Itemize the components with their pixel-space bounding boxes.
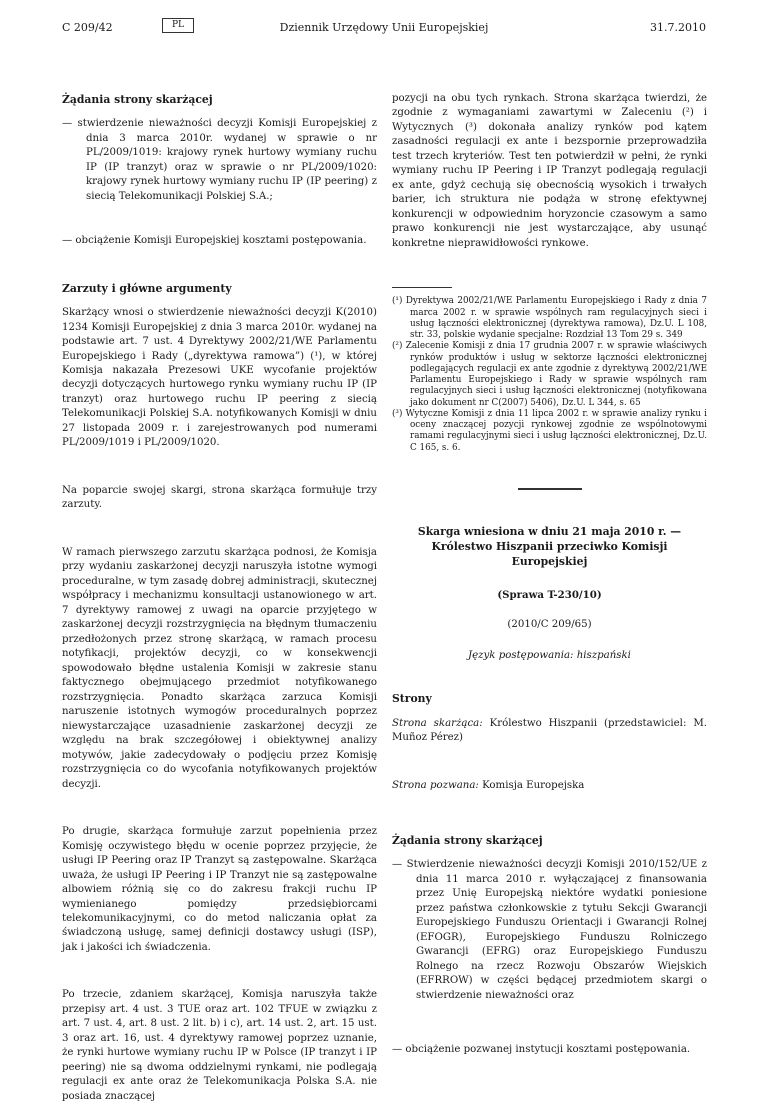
paragraph-three-pleas: Na poparcie swojej skargi, strona skarżąca formułuje trzy zarzuty. [62,484,377,511]
journal-title: Dziennik Urzędowy Unii Europejskiej [279,21,489,34]
page-number: C 209/42 [62,21,113,34]
defendant-value: Komisja Europejska [478,779,585,791]
defendant-line [392,779,707,793]
applicant-value: Królestwo Hiszpanii (przedstawiciel: M. Muñoz Pérez) [392,717,707,744]
heading-claims-spain: Żądania strony skarżącej [392,834,543,848]
heading-claims: Żądania strony skarżącej [62,93,213,106]
language-badge: PL [162,18,194,33]
language-of-case: Język postępowania: hiszpański [468,649,631,661]
publication-date: 31.7.2010 [650,21,706,34]
claim-annulment: — stwierdzenie nieważności decyzji Komisji Europejskiej z dnia 3 marca 2010r. wydanej w sprawie o nr PL/2009/1019: krajowy rynek hurtowy wymiany ruchu IP (IP tranzyt) oraz w sprawie o nr PL/2009/1020: krajowy rynek hurtowy wymiany ruchu IP (IP peering) z siecią Telekomunikacji Polskiej S.A.; [62,118,377,202]
defendant-label: Strona pozwana: [392,779,479,791]
footnote-1: (¹) Dyrektywa 2002/21/WE Parlamentu Europejskiego i Rady z dnia 7 marca 2002 r. w sprawie wspólnych ram regulacyjnych sieci i usług łączności elektronicznej (dyrektywa ramowa), Dz.U. L 108, str. 33, polskie wydanie specjalne: Rozdział 13 Tom 29 s. 349 [392,296,707,341]
applicant-line [392,717,707,746]
claim-annulment-spain: — Stwierdzenie nieważności decyzji Komisji 2010/152/UE z dnia 11 marca 2010 r. wyłączającej z finansowania przez Unię Europejską niektóre wydatki poniesione przez państwa członkowskie z tytułu Sekcji Gwarancji Europejskiego Funduszu Orientacji i Gwarancji Rolnej (EFOGR), Europejskiego Funduszu Rolniczego Gwarancji (EFRG) oraz Europejskiego Funduszu Rolnego na rzecz Rozwoju Obszarów Wiejskich (EFRROW) w części będącej przedmiotem skargi o stwierdzenie nieważności oraz [392,859,707,1001]
left-column [62,92,377,1104]
paragraph-continuation: pozycji na obu tych rynkach. Strona skarżąca twierdzi, że zgodnie z wymaganiami zawartymi w Zaleceniu (²) i Wytycznych (³) dokonała analizy rynków pod kątem zasadności regulacji ex ante i bezspornie przeprowadziła test trzech kryteriów. Test ten potwierdził w pełni, że rynki wymiany ruchu IP Peering i IP Tranzyt podlegają regulacji ex ante, gdyż cechują się obecnością wysokich i trwałych barier, ich struktura nie podąża w stronę efektywnej konkurencji w odpowiednim horyzoncie czasowym a samo prawo konkurencji nie jest wystarczające, aby usunąć konkretne nieprawidłowości rynkowe. [392,93,707,249]
page-header [62,18,706,36]
footnote-3: (³) Wytyczne Komisji z dnia 11 lipca 2002 r. w sprawie analizy rynku i oceny znaczącej pozycji rynkowej zgodnie ze wspólnotowymi ramami regulacyjnymi sieci i usług łączności elektronicznej, Dz.U. C 165, s. 6. [392,408,707,453]
case-number: (Sprawa T-230/10) [497,588,602,601]
paragraph-third-plea: Po trzecie, zdaniem skarżącej, Komisja naruszyła także przepisy art. 4 ust. 3 TUE oraz art. 102 TFUE w związku z art. 7 ust. 4, art. 8 ust. 2 lit. b) i c), art. 14 ust. 2, art. 15 ust. 3 oraz art. 16, ust. 4 dyrektywy ramowej poprzez uznanie, że rynki hurtowe wymiany ruchu IP w Polsce (IP tranzyt i IP peering) nie są dwoma oddzielnymi rynkami, nie podlegają regulacji ex ante oraz że Telekomunikacja Polska S.A. nie posiada znaczącej [62,989,377,1102]
right-column [392,92,707,1058]
paragraph-intro: Skarżący wnosi o stwierdzenie nieważności decyzji K(2010) 1234 Komisji Europejskiej z dnia 3 marca 2010r. wydanej na podstawie art. 7 ust. 4 Dyrektywy 2002/21/WE Parlamentu Europejskiego i Rady („dyrektywa ramowa”) (¹), w której Komisja nakazała Prezesowi UKE wycofanie projektów decyzji dotyczących hurtowego rynku wymiany ruchu IP (IP tranzyt) oraz hurtowego ruchu IP peering z siecią Telekomunikacji Polskiej S.A. notyfikowanych Komisji w dniu 27 listopada 2009 r. i zarejestrowanych pod numerami PL/2009/1019 i PL/2009/1020. [62,307,377,449]
paragraph-second-plea: Po drugie, skarżąca formułuje zarzut popełnienia przez Komisję oczywistego błędu w ocenie poprzez przyjęcie, że usługi IP Peering oraz IP Tranzyt są zastępowalne. Skarżąca uważa, że usługi IP Peering i IP Tranzyt nie są zastępowalne albowiem różnią się co do zakresu frakcji ruchu IP wymienianego pomiędzy przedsiębiorcami telekomunikacyjnymi, co do metod naliczania opłat za świadczoną usługę, samej definicji dostawcy usługi (ISP), jak i jakości ich świadczenia. [62,826,377,953]
claim-costs: — obciążenie Komisji Europejskiej kosztami postępowania. [62,235,367,247]
applicant-label: Strona skarżąca: [392,717,483,729]
paragraph-first-plea: W ramach pierwszego zarzutu skarżąca podnosi, że Komisja przy wydaniu zaskarżonej decyzji naruszyła istotne wymogi proceduralne, w tym zasadę dobrej administracji, skutecznej współpracy i mechanizmu konsultacji ustanowionego w art. 7 dyrektywy ramowej z uwagi na oparcie przyjętego w zaskarżonej decyzji rozstrzygnięcia na błędnym tłumaczeniu przedłożonych przez stronę skarżącą, w ramach procesu notyfikacji, projektów decyzji, co w konsekwencji spowodowało błędne ustalenia Komisji w zakresie stanu faktycznego obejmującego przedmiot notyfikowanego rozstrzygnięcia. Ponadto skarżąca zarzuca Komisji naruszenie istotnych wymogów proceduralnych poprzez niewystarczające uzasadnienie zaskarżonej decyzji ze względu na brak szczegółowej i obiektywnej analizy motywów, jakie zadecydowały o podjęciu przez Komisję rozstrzygnięcia co do wycofania notyfikowanych projektów decyzji. [62,546,377,790]
footnote-2: (²) Zalecenie Komisji z dnia 17 grudnia 2007 r. w sprawie właściwych rynków produktów i usług w sektorze łączności elektronicznej podlegających regulacji ex ante zgodnie z dyrektywą 2002/21/WE Parlamentu Europejskiego i Rady w sprawie wspólnych ram regulacyjnych sieci i usług łączności elektronicznej (notyfikowana jako dokument nr C(2007) 5406), Dz.U. L 344, s. 65 [392,341,707,408]
case-reference: (2010/C 209/65) [507,619,592,631]
heading-parties: Strony [392,692,432,706]
case-title: Skarga wniesiona w dniu 21 maja 2010 r. — Królestwo Hiszpanii przeciwko Komisji Europejskiej [417,524,682,569]
heading-pleas: Zarzuty i główne argumenty [62,281,232,295]
claim-costs-spain: — obciążenie pozwanej instytucji kosztami postępowania. [392,1044,691,1056]
